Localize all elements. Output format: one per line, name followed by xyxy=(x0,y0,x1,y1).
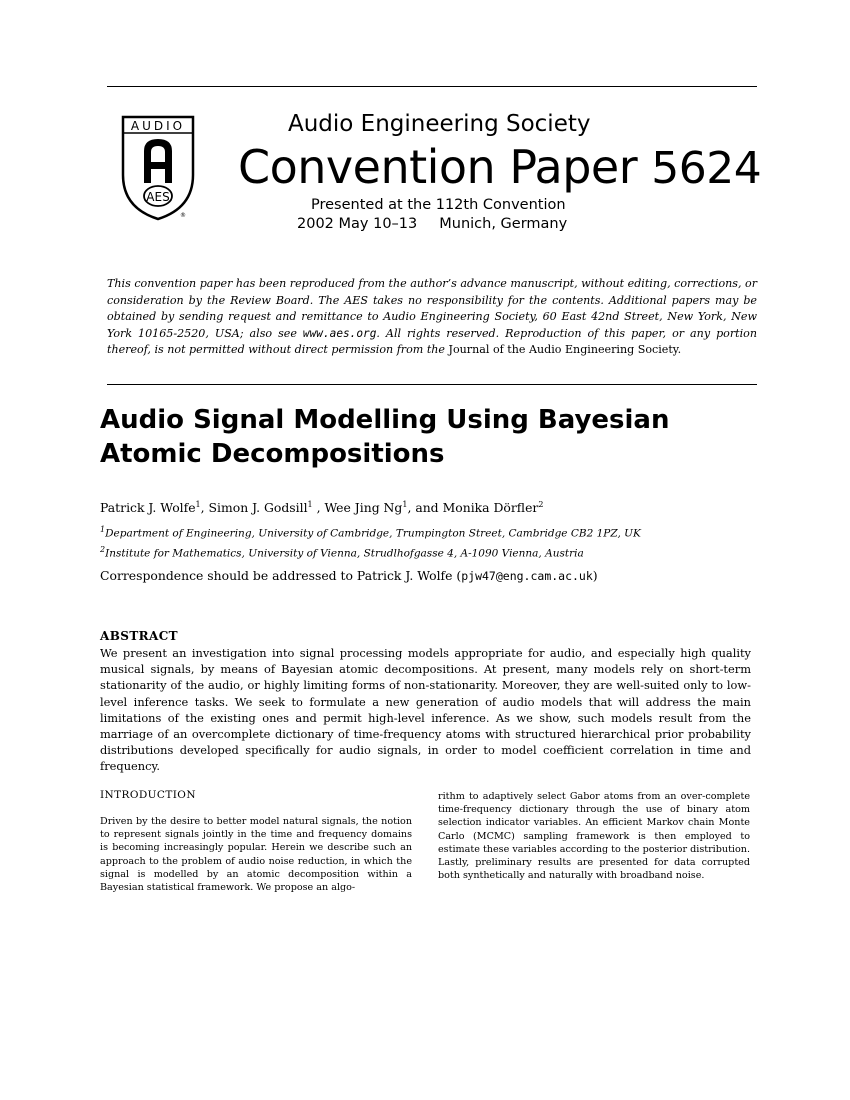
abstract-heading: ABSTRACT xyxy=(100,629,179,643)
aes-logo xyxy=(118,113,198,223)
affiliation-number: 2 xyxy=(100,545,106,554)
paper-title-line-2: Atomic Decompositions xyxy=(100,439,445,469)
disclaimer xyxy=(107,276,757,359)
author-affiliation: 1 xyxy=(307,500,313,509)
author-affiliation: 1 xyxy=(402,500,408,509)
author-name: Patrick J. Wolfe xyxy=(100,500,196,516)
disclaimer-text-1: This convention paper has been reproduced from the author’s advance manuscript, without editing, corrections, or consideration by the Review Board. The AES takes no responsibility for the contents. Additional papers may be obtained by sending request and remittance to Audio Engineering Society, 60 East 42nd Street, New York, New York 10165-2520, USA; also see xyxy=(107,277,757,340)
author-name: Wee Jing Ng xyxy=(324,500,403,516)
logo-audio-text: AUDIO xyxy=(130,119,186,133)
affiliation-1 xyxy=(100,525,641,540)
convention-label: Convention Paper xyxy=(238,140,638,194)
abstract-text: We present an investigation into signal processing models appropriate for audio, and especially high quality musical signals, by means of Bayesian atomic decompositions. At present, many models rely on short-term stationarity of the audio, or highly limiting forms of non-stationarity. Moreover, they are well-suited only to low-level inference tasks. We seek to formulate a new generation of audio models that will address the main limitations of the existing ones and permit high-level inference. As we show, such models result from the marriage of an overcomplete dictionary of time-frequency atoms with structured hierarchical prior probability distributions developed specifically for audio signals, in order to model coefficient correlation in time and frequency. xyxy=(100,646,751,774)
introduction-column-2: rithm to adaptively select Gabor atoms from an over-complete time-frequency dictionary through the use of binary atom selection indicator variables. An efficient Markov chain Monte Carlo (MCMC) sampling framework is then employed to estimate these variables according to the posterior distribution. Lastly, preliminary results are presented for data corrupted both synthetically and naturally with broadband noise. xyxy=(438,791,750,882)
paper-number: 5624 xyxy=(651,143,762,194)
correspondence-close: ) xyxy=(592,568,598,583)
presented-at: Presented at the 112th Convention xyxy=(311,197,566,213)
author-separator: , xyxy=(200,500,209,516)
convention-date: 2002 May 10–13 xyxy=(297,216,418,232)
author-list xyxy=(100,500,543,515)
author-name: Simon J. Godsill xyxy=(208,500,308,516)
correspondence-email[interactable]: pjw47@eng.cam.ac.uk xyxy=(461,569,593,583)
affiliation-text: Institute for Mathematics, University of Vienna, Strudlhofgasse 4, A-1090 Vienna, Austria xyxy=(105,547,584,560)
author-name: Monika Dörfler xyxy=(442,500,539,516)
logo-aes-text: AES xyxy=(146,190,170,204)
top-rule xyxy=(107,86,757,87)
author-separator: , xyxy=(312,500,325,516)
correspondence xyxy=(100,568,598,583)
author-affiliation: 1 xyxy=(195,500,201,509)
author-affiliation: 2 xyxy=(538,500,544,509)
affiliation-number: 1 xyxy=(100,525,106,534)
introduction-heading: INTRODUCTION xyxy=(100,789,196,801)
convention-date-location xyxy=(297,216,567,232)
author-separator: , and xyxy=(407,500,443,516)
disclaimer-text-2: . All rights reserved. Reproduction of this paper, or any portion thereof, is not permitted without direct permission from the xyxy=(107,326,757,356)
convention-paper-title xyxy=(238,138,761,198)
affiliation-2 xyxy=(100,545,584,560)
logo-letter-a xyxy=(144,139,172,183)
introduction-column-1: Driven by the desire to better model natural signals, the notion to represent signals jointly in the time and frequency domains is becoming increasingly popular. Herein we describe such an approach to the problem of audio noise reduction, in which the signal is modelled by an atomic decomposition within a Bayesian statistical framework. We propose an algo- xyxy=(100,816,412,894)
paper-title xyxy=(100,403,760,471)
society-name: Audio Engineering Society xyxy=(288,111,591,137)
middle-rule xyxy=(107,384,757,385)
paper-title-line-1: Audio Signal Modelling Using Bayesian xyxy=(100,405,670,435)
convention-location: Munich, Germany xyxy=(439,216,568,232)
aes-url[interactable]: www.aes.org xyxy=(302,326,377,340)
logo-registered-mark: ® xyxy=(180,212,186,219)
affiliation-text: Department of Engineering, University of Cambridge, Trumpington Street, Cambridge CB2 1PZ, UK xyxy=(105,527,641,540)
journal-name: Journal of the Audio Engineering Society. xyxy=(448,343,682,356)
correspondence-text: Correspondence should be addressed to Patrick J. Wolfe ( xyxy=(100,568,462,583)
